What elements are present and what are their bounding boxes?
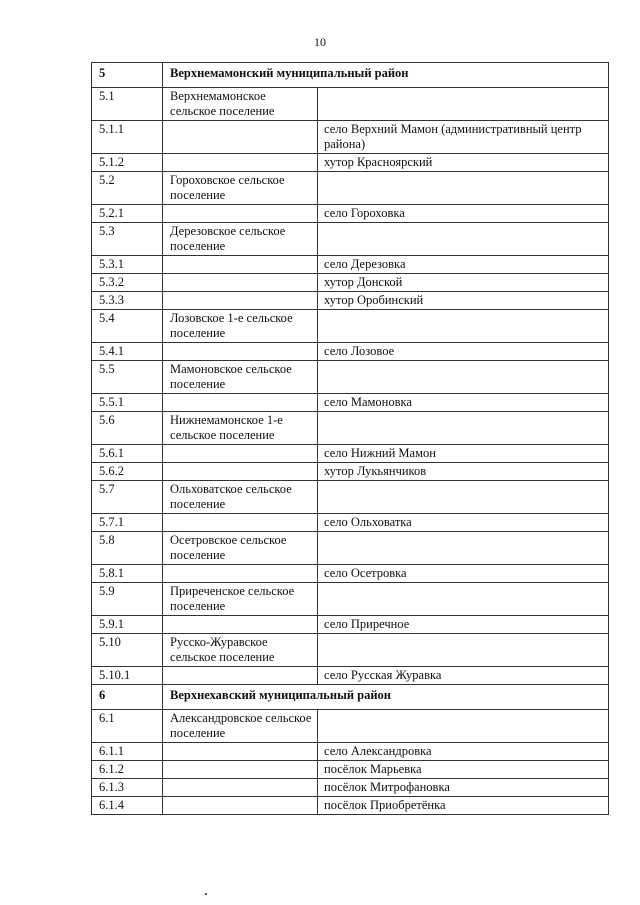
table-row: [92, 514, 609, 532]
district-code: 5: [92, 63, 163, 88]
settlement-name: Русско-Журавское сельское поселение: [163, 634, 318, 667]
locality-name: село Мамоновка: [318, 394, 609, 412]
row-code: 6.1: [92, 710, 163, 743]
locality-name: [318, 412, 609, 445]
locality-name: село Приречное: [318, 616, 609, 634]
row-code: 5.3.3: [92, 292, 163, 310]
settlement-name: Мамоновское сельское поселение: [163, 361, 318, 394]
locality-name: хутор Лукьянчиков: [318, 463, 609, 481]
row-code: 5.9: [92, 583, 163, 616]
row-code: 5.1: [92, 88, 163, 121]
row-code: 5.6.1: [92, 445, 163, 463]
settlement-name: Верхнемамонское сельское поселение: [163, 88, 318, 121]
table-row: [92, 779, 609, 797]
table-row: [92, 667, 609, 685]
settlement-name: Лозовское 1-е сельское поселение: [163, 310, 318, 343]
table-row: [92, 121, 609, 154]
row-code: 5.2.1: [92, 205, 163, 223]
row-code: 5.8: [92, 532, 163, 565]
table-row: [92, 223, 609, 256]
settlement-name: [163, 463, 318, 481]
settlements-table-body: [92, 63, 609, 815]
locality-name: хутор Донской: [318, 274, 609, 292]
table-row: [92, 205, 609, 223]
table-row: [92, 292, 609, 310]
locality-name: [318, 583, 609, 616]
settlement-name: [163, 797, 318, 815]
table-row: [92, 256, 609, 274]
locality-name: село Дерезовка: [318, 256, 609, 274]
table-row: [92, 634, 609, 667]
row-code: 6.1.3: [92, 779, 163, 797]
table-row: [92, 463, 609, 481]
row-code: 5.10: [92, 634, 163, 667]
table-row: [92, 394, 609, 412]
locality-name: [318, 310, 609, 343]
table-row: [92, 172, 609, 205]
locality-name: село Гороховка: [318, 205, 609, 223]
settlement-name: [163, 205, 318, 223]
locality-name: [318, 532, 609, 565]
settlement-name: [163, 565, 318, 583]
locality-name: посёлок Приобретёнка: [318, 797, 609, 815]
settlement-name: [163, 343, 318, 361]
locality-name: [318, 361, 609, 394]
row-code: 5.5: [92, 361, 163, 394]
locality-name: [318, 223, 609, 256]
table-row: [92, 565, 609, 583]
row-code: 6.1.4: [92, 797, 163, 815]
table-row: [92, 343, 609, 361]
locality-name: хутор Оробинский: [318, 292, 609, 310]
table-row: [92, 797, 609, 815]
page-number: 10: [314, 35, 326, 49]
row-code: 5.7.1: [92, 514, 163, 532]
locality-name: село Ольховатка: [318, 514, 609, 532]
table-row: [92, 88, 609, 121]
locality-name: село Верхний Мамон (административный центр района): [318, 121, 609, 154]
locality-name: село Нижний Мамон: [318, 445, 609, 463]
locality-name: село Александровка: [318, 743, 609, 761]
row-code: 6.1.2: [92, 761, 163, 779]
row-code: 5.6: [92, 412, 163, 445]
row-code: 6.1.1: [92, 743, 163, 761]
locality-name: [318, 481, 609, 514]
settlement-name: Приреченское сельское поселение: [163, 583, 318, 616]
row-code: 5.4.1: [92, 343, 163, 361]
table-row: [92, 532, 609, 565]
locality-name: [318, 172, 609, 205]
district-row: [92, 685, 609, 710]
settlement-name: [163, 616, 318, 634]
scan-speck: [205, 893, 207, 895]
settlement-name: [163, 779, 318, 797]
settlement-name: [163, 256, 318, 274]
row-code: 5.3.2: [92, 274, 163, 292]
settlement-name: [163, 154, 318, 172]
row-code: 5.6.2: [92, 463, 163, 481]
settlement-name: [163, 761, 318, 779]
table-row: [92, 361, 609, 394]
settlement-name: [163, 743, 318, 761]
district-name: Верхнехавский муниципальный район: [163, 685, 609, 710]
table-row: [92, 743, 609, 761]
locality-name: [318, 634, 609, 667]
row-code: 5.3.1: [92, 256, 163, 274]
table-row: [92, 583, 609, 616]
settlement-name: [163, 394, 318, 412]
settlement-name: [163, 121, 318, 154]
district-code: 6: [92, 685, 163, 710]
table-row: [92, 154, 609, 172]
row-code: 5.1.2: [92, 154, 163, 172]
row-code: 5.5.1: [92, 394, 163, 412]
table-row: [92, 310, 609, 343]
row-code: 5.4: [92, 310, 163, 343]
table-row: [92, 761, 609, 779]
row-code: 5.1.1: [92, 121, 163, 154]
settlement-name: Дерезовское сельское поселение: [163, 223, 318, 256]
locality-name: село Лозовое: [318, 343, 609, 361]
settlement-name: Александровское сельское поселение: [163, 710, 318, 743]
table-row: [92, 481, 609, 514]
settlements-table: [91, 62, 609, 815]
district-row: [92, 63, 609, 88]
settlement-name: Гороховское сельское поселение: [163, 172, 318, 205]
row-code: 5.9.1: [92, 616, 163, 634]
locality-name: [318, 710, 609, 743]
row-code: 5.2: [92, 172, 163, 205]
locality-name: посёлок Митрофановка: [318, 779, 609, 797]
row-code: 5.10.1: [92, 667, 163, 685]
table-row: [92, 710, 609, 743]
table-row: [92, 445, 609, 463]
table-row: [92, 412, 609, 445]
locality-name: посёлок Марьевка: [318, 761, 609, 779]
row-code: 5.7: [92, 481, 163, 514]
locality-name: хутор Красноярский: [318, 154, 609, 172]
row-code: 5.8.1: [92, 565, 163, 583]
settlement-name: [163, 514, 318, 532]
settlement-name: [163, 274, 318, 292]
settlement-name: [163, 445, 318, 463]
locality-name: [318, 88, 609, 121]
district-name: Верхнемамонский муниципальный район: [163, 63, 609, 88]
settlement-name: [163, 292, 318, 310]
table-row: [92, 274, 609, 292]
settlement-name: [163, 667, 318, 685]
locality-name: село Осетровка: [318, 565, 609, 583]
locality-name: село Русская Журавка: [318, 667, 609, 685]
settlement-name: Ольховатское сельское поселение: [163, 481, 318, 514]
settlement-name: Нижнемамонское 1-е сельское поселение: [163, 412, 318, 445]
row-code: 5.3: [92, 223, 163, 256]
table-row: [92, 616, 609, 634]
settlement-name: Осетровское сельское поселение: [163, 532, 318, 565]
